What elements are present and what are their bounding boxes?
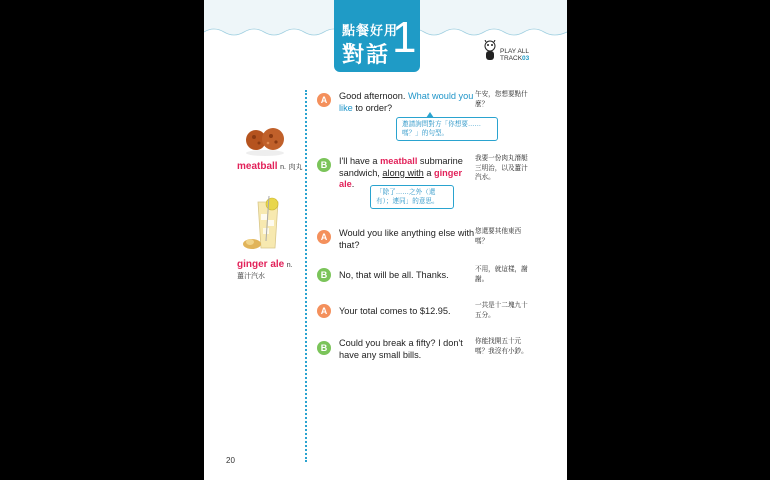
textbook-page xyxy=(204,0,567,480)
dialogue-line-2: I'll have a meatball submarine sandwich, along with a ginger ale. xyxy=(339,156,463,189)
vocab-meaning: 薑汁汽水 xyxy=(237,273,265,280)
dotted-divider xyxy=(305,90,307,462)
lesson-title-top: 點餐好用 xyxy=(342,23,399,38)
lesson-number: 1 xyxy=(392,13,417,62)
vocab-ginger-ale xyxy=(237,259,301,281)
translation-line-3: 您還要其他東西嗎？ xyxy=(475,228,522,245)
play-all-button[interactable] xyxy=(482,40,552,66)
lesson-title-tab xyxy=(334,0,420,72)
translation-line-1: 午安，您想要點什麼？ xyxy=(475,91,528,108)
dialogue-line-5: Your total comes to $12.95. xyxy=(339,306,451,316)
highlight-phrase: What would you like xyxy=(339,91,474,113)
vocab-pos: n. xyxy=(280,164,286,171)
ginger-ale-image xyxy=(242,196,286,254)
speaker-badge-b: B xyxy=(317,158,331,172)
underlined-phrase: along with xyxy=(382,167,424,178)
page-number: 20 xyxy=(226,456,235,465)
vocab-highlight: meatball xyxy=(380,156,418,166)
track-number: 03 xyxy=(522,55,530,62)
dialogue-line-1: Good afternoon. What would you like to order? xyxy=(339,91,474,113)
grammar-note-2: 「除了……之外（還有）；連同」的意思。 xyxy=(370,185,454,209)
vocab-pos: n. xyxy=(286,262,293,269)
translation-line-2: 我要一份肉丸潛艇三明治，以及薑汁汽水。 xyxy=(475,155,528,181)
speaker-badge-b: B xyxy=(317,268,331,282)
meatball-image xyxy=(244,124,286,156)
play-all-label: PLAY ALL xyxy=(500,48,530,55)
vocab-word: meatball xyxy=(237,161,278,172)
translation-line-5: 一共是十二塊九十五分。 xyxy=(475,302,528,319)
translation-line-6: 你能找開五十元嗎？我沒有小鈔。 xyxy=(475,338,528,355)
vocab-highlight: ginger ale xyxy=(339,167,463,189)
vocab-meatball xyxy=(237,161,302,172)
speaker-badge-a: A xyxy=(317,304,331,318)
track-label: TRACK03 xyxy=(500,55,530,62)
translation-line-4: 不用，就這樣，謝謝。 xyxy=(475,266,528,283)
dialogue-line-4: No, that will be all. Thanks. xyxy=(339,270,449,280)
vocab-word: ginger ale xyxy=(237,259,285,270)
speaker-badge-a: A xyxy=(317,230,331,244)
speaker-badge-a: A xyxy=(317,93,331,107)
speaker-badge-b: B xyxy=(317,341,331,355)
audio-mascot-icon xyxy=(482,40,498,62)
grammar-note-1: 邀請詢問對方「你想要……嗎？」的句型。 xyxy=(396,117,498,141)
dialogue-line-6: Could you break a fifty? I don't have any small bills. xyxy=(339,338,463,360)
lesson-title-bottom: 對話 xyxy=(342,42,391,67)
dialogue-line-3: Would you like anything else with that? xyxy=(339,228,475,250)
vocab-meaning: 肉丸 xyxy=(288,164,303,171)
